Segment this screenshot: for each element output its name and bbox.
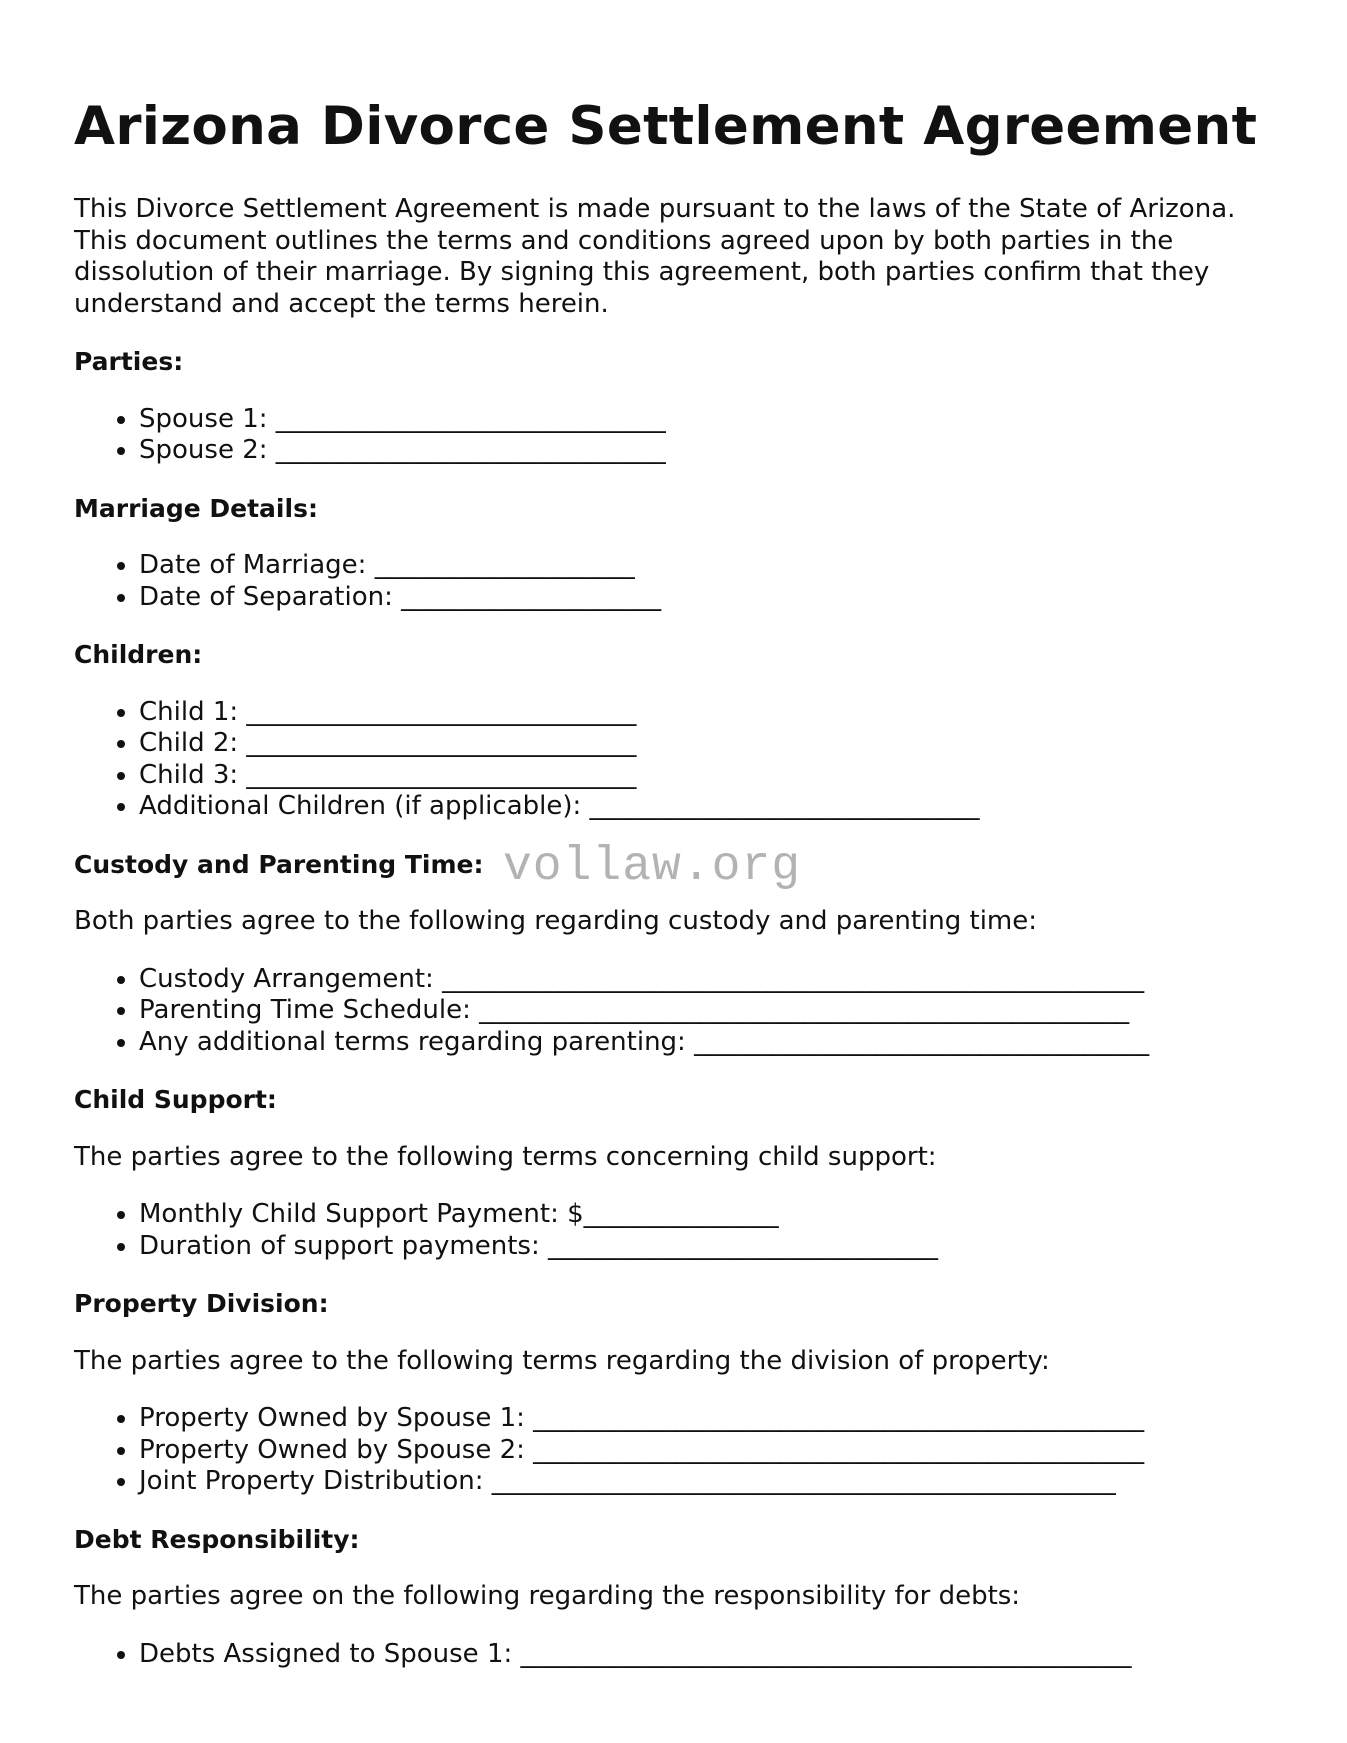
children-list <box>74 697 1274 823</box>
list-item-payment-duration: • Duration of support payments: ______________________________ <box>139 1231 1274 1263</box>
list-item-joint-property: • Joint Property Distribution: ________________________________________________ <box>139 1466 1274 1498</box>
child-support-heading: Child Support: <box>74 1085 277 1114</box>
property-list <box>74 1403 1274 1498</box>
list-item-spouse-1: • Spouse 1: ______________________________ <box>139 404 1274 436</box>
list-item-property-spouse-1: • Property Owned by Spouse 1: _______________________________________________ <box>139 1403 1274 1435</box>
list-item-date-of-separation: • Date of Separation: ____________________ <box>139 582 1274 614</box>
list-item-custody-arrangement: • Custody Arrangement: ______________________________________________________ <box>139 964 1274 996</box>
children-heading: Children: <box>74 640 203 669</box>
custody-text: Both parties agree to the following regarding custody and parenting time: <box>74 906 1038 936</box>
list-item-property-spouse-2: • Property Owned by Spouse 2: _______________________________________________ <box>139 1435 1274 1467</box>
child-support-list <box>74 1199 1274 1262</box>
document-title: Arizona Divorce Settlement Agreement <box>74 96 1258 157</box>
property-text: The parties agree to the following terms regarding the division of property: <box>74 1345 1050 1376</box>
list-item-monthly-payment: • Monthly Child Support Payment: $_______________ <box>139 1199 1274 1231</box>
list-item-child-3: • Child 3: ______________________________ <box>139 760 1274 792</box>
watermark: vollaw.org <box>503 840 802 894</box>
list-item-child-1: • Child 1: ______________________________ <box>139 697 1274 729</box>
custody-list <box>74 964 1274 1059</box>
marriage-heading: Marriage Details: <box>74 493 318 523</box>
debt-list <box>74 1639 1274 1671</box>
list-item-debts-spouse-1: • Debts Assigned to Spouse 1: _______________________________________________ <box>139 1639 1274 1671</box>
list-item-spouse-2: • Spouse 2: ______________________________ <box>139 435 1274 467</box>
debt-text: The parties agree on the following regarding the responsibility for debts: <box>74 1581 1021 1611</box>
marriage-list <box>74 550 1274 613</box>
list-item-additional-parenting-terms: • Any additional terms regarding parenting: ___________________________________ <box>139 1027 1274 1059</box>
list-item-date-of-marriage: • Date of Marriage: ____________________ <box>139 550 1274 582</box>
list-item-parenting-schedule: • Parenting Time Schedule: __________________________________________________ <box>139 995 1274 1027</box>
list-item-additional-children: • Additional Children (if applicable): ______________________________ <box>139 791 1274 823</box>
property-heading: Property Division: <box>74 1289 329 1318</box>
child-support-text: The parties agree to the following terms concerning child support: <box>74 1141 937 1172</box>
document-body <box>74 194 1274 1696</box>
debt-heading: Debt Responsibility: <box>74 1524 360 1554</box>
custody-heading: Custody and Parenting Time: <box>74 849 484 879</box>
list-item-child-2: • Child 2: ______________________________ <box>139 728 1274 760</box>
intro-paragraph: This Divorce Settlement Agreement is made pursuant to the laws of the State of Arizona. This document outlines the terms and conditions agreed upon by both parties in the dissolution of their marriage. By signing this agreement, both parties confirm that they understand and accept the terms herein. <box>74 194 1236 319</box>
parties-list <box>74 404 1274 467</box>
parties-heading: Parties: <box>74 347 184 376</box>
